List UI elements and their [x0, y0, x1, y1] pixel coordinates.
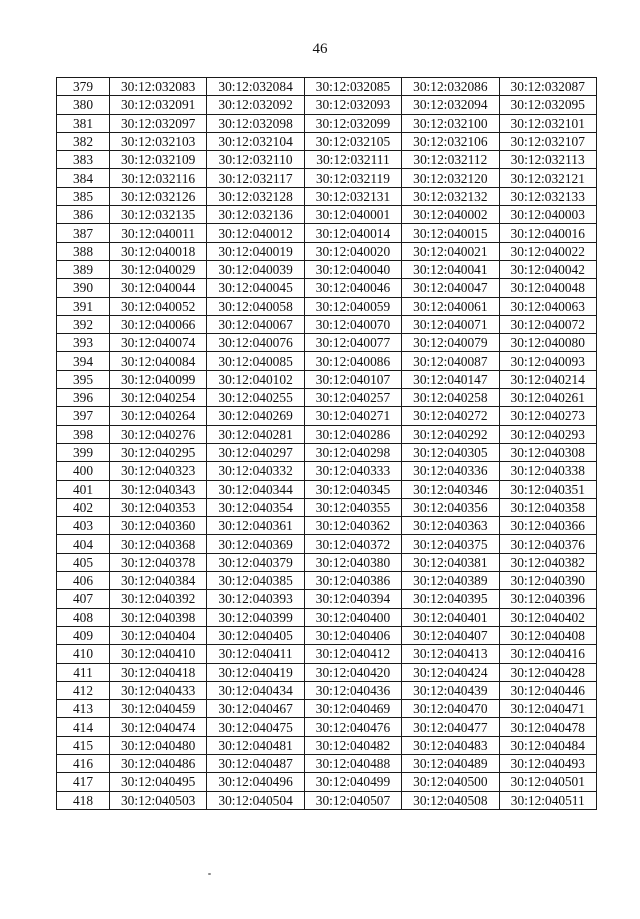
cadastral-code-cell: 30:12:032120 [402, 169, 499, 187]
cadastral-code-cell: 30:12:040011 [110, 224, 207, 242]
cadastral-code-cell: 30:12:040469 [304, 700, 401, 718]
cadastral-code-cell: 30:12:032119 [304, 169, 401, 187]
cadastral-code-cell: 30:12:040361 [207, 517, 304, 535]
cadastral-code-cell: 30:12:040041 [402, 260, 499, 278]
cadastral-code-cell: 30:12:032094 [402, 96, 499, 114]
cadastral-code-cell: 30:12:040066 [110, 315, 207, 333]
table-row [57, 169, 597, 187]
cadastral-code-cell: 30:12:040503 [110, 791, 207, 809]
cadastral-code-cell: 30:12:040099 [110, 370, 207, 388]
table-row [57, 754, 597, 772]
table-row [57, 242, 597, 260]
cadastral-code-cell: 30:12:040272 [402, 407, 499, 425]
cadastral-code-cell: 30:12:040489 [402, 754, 499, 772]
cadastral-code-cell: 30:12:040504 [207, 791, 304, 809]
cadastral-code-cell: 30:12:032097 [110, 114, 207, 132]
cadastral-code-cell: 30:12:040047 [402, 279, 499, 297]
table-row [57, 535, 597, 553]
table-row [57, 590, 597, 608]
cadastral-code-cell: 30:12:040470 [402, 700, 499, 718]
cadastral-code-cell: 30:12:040474 [110, 718, 207, 736]
row-number-cell: 379 [57, 78, 110, 96]
cadastral-code-cell: 30:12:032086 [402, 78, 499, 96]
cadastral-code-cell: 30:12:032083 [110, 78, 207, 96]
row-number-cell: 387 [57, 224, 110, 242]
row-number-cell: 404 [57, 535, 110, 553]
table-row [57, 279, 597, 297]
cadastral-code-cell: 30:12:032113 [499, 151, 596, 169]
cadastral-code-cell: 30:12:040380 [304, 553, 401, 571]
cadastral-code-cell: 30:12:032117 [207, 169, 304, 187]
row-number-cell: 412 [57, 681, 110, 699]
table-row [57, 718, 597, 736]
cadastral-code-cell: 30:12:040333 [304, 462, 401, 480]
cadastral-code-cell: 30:12:040336 [402, 462, 499, 480]
cadastral-code-cell: 30:12:040021 [402, 242, 499, 260]
cadastral-code-cell: 30:12:040389 [402, 572, 499, 590]
row-number-cell: 386 [57, 206, 110, 224]
table-row [57, 791, 597, 809]
row-number-cell: 418 [57, 791, 110, 809]
cadastral-code-cell: 30:12:032093 [304, 96, 401, 114]
row-number-cell: 406 [57, 572, 110, 590]
cadastral-code-cell: 30:12:040072 [499, 315, 596, 333]
cadastral-code-cell: 30:12:032104 [207, 132, 304, 150]
cadastral-code-cell: 30:12:040351 [499, 480, 596, 498]
table-row [57, 681, 597, 699]
table-row [57, 224, 597, 242]
table-row [57, 151, 597, 169]
scan-speck [208, 873, 211, 875]
table-row [57, 517, 597, 535]
cadastral-code-cell: 30:12:032133 [499, 187, 596, 205]
cadastral-code-cell: 30:12:040507 [304, 791, 401, 809]
row-number-cell: 413 [57, 700, 110, 718]
cadastral-code-cell: 30:12:040385 [207, 572, 304, 590]
row-number-cell: 385 [57, 187, 110, 205]
cadastral-code-cell: 30:12:040362 [304, 517, 401, 535]
cadastral-code-cell: 30:12:040305 [402, 443, 499, 461]
cadastral-code-cell: 30:12:040484 [499, 736, 596, 754]
cadastral-code-cell: 30:12:032105 [304, 132, 401, 150]
cadastral-code-cell: 30:12:040480 [110, 736, 207, 754]
cadastral-code-cell: 30:12:040396 [499, 590, 596, 608]
cadastral-code-cell: 30:12:040368 [110, 535, 207, 553]
cadastral-code-cell: 30:12:040420 [304, 663, 401, 681]
cadastral-code-cell: 30:12:040394 [304, 590, 401, 608]
cadastral-code-cell: 30:12:032112 [402, 151, 499, 169]
cadastral-code-cell: 30:12:040076 [207, 334, 304, 352]
cadastral-code-cell: 30:12:040369 [207, 535, 304, 553]
table-row [57, 114, 597, 132]
cadastral-code-cell: 30:12:032095 [499, 96, 596, 114]
cadastral-code-cell: 30:12:040406 [304, 626, 401, 644]
cadastral-code-cell: 30:12:040281 [207, 425, 304, 443]
cadastral-code-cell: 30:12:040293 [499, 425, 596, 443]
cadastral-code-cell: 30:12:040015 [402, 224, 499, 242]
cadastral-code-cell: 30:12:040343 [110, 480, 207, 498]
cadastral-code-cell: 30:12:040003 [499, 206, 596, 224]
cadastral-code-cell: 30:12:040412 [304, 645, 401, 663]
cadastral-code-cell: 30:12:040292 [402, 425, 499, 443]
cadastral-code-cell: 30:12:040297 [207, 443, 304, 461]
cadastral-code-cell: 30:12:032107 [499, 132, 596, 150]
cadastral-code-cell: 30:12:040358 [499, 498, 596, 516]
page-number: 46 [312, 41, 328, 57]
cadastral-code-cell: 30:12:040022 [499, 242, 596, 260]
row-number-cell: 398 [57, 425, 110, 443]
cadastral-code-cell: 30:12:040345 [304, 480, 401, 498]
cadastral-code-cell: 30:12:040020 [304, 242, 401, 260]
cadastral-code-cell: 30:12:040261 [499, 389, 596, 407]
table-row [57, 132, 597, 150]
cadastral-code-cell: 30:12:040014 [304, 224, 401, 242]
cadastral-code-cell: 30:12:040416 [499, 645, 596, 663]
table-row [57, 773, 597, 791]
cadastral-code-cell: 30:12:040286 [304, 425, 401, 443]
row-number-cell: 390 [57, 279, 110, 297]
row-number-cell: 416 [57, 754, 110, 772]
cadastral-code-cell: 30:12:032111 [304, 151, 401, 169]
cadastral-code-cell: 30:12:040052 [110, 297, 207, 315]
table-row [57, 352, 597, 370]
cadastral-code-cell: 30:12:040269 [207, 407, 304, 425]
cadastral-code-cell: 30:12:040107 [304, 370, 401, 388]
cadastral-code-cell: 30:12:040258 [402, 389, 499, 407]
cadastral-code-cell: 30:12:040496 [207, 773, 304, 791]
cadastral-code-cell: 30:12:040400 [304, 608, 401, 626]
cadastral-code-cell: 30:12:040264 [110, 407, 207, 425]
cadastral-code-cell: 30:12:032132 [402, 187, 499, 205]
table-row [57, 315, 597, 333]
row-number-cell: 402 [57, 498, 110, 516]
cadastral-code-cell: 30:12:040271 [304, 407, 401, 425]
table-row [57, 297, 597, 315]
cadastral-code-cell: 30:12:040048 [499, 279, 596, 297]
table-row [57, 187, 597, 205]
cadastral-code-cell: 30:12:040029 [110, 260, 207, 278]
cadastral-code-cell: 30:12:032085 [304, 78, 401, 96]
cadastral-code-cell: 30:12:040478 [499, 718, 596, 736]
cadastral-code-cell: 30:12:032091 [110, 96, 207, 114]
row-number-cell: 395 [57, 370, 110, 388]
row-number-cell: 392 [57, 315, 110, 333]
cadastral-code-cell: 30:12:040418 [110, 663, 207, 681]
cadastral-code-cell: 30:12:040402 [499, 608, 596, 626]
cadastral-code-cell: 30:12:032116 [110, 169, 207, 187]
cadastral-code-cell: 30:12:040042 [499, 260, 596, 278]
cadastral-code-cell: 30:12:040476 [304, 718, 401, 736]
table-row [57, 700, 597, 718]
cadastral-code-cell: 30:12:032131 [304, 187, 401, 205]
row-number-cell: 405 [57, 553, 110, 571]
cadastral-code-cell: 30:12:040061 [402, 297, 499, 315]
cadastral-code-cell: 30:12:040483 [402, 736, 499, 754]
row-number-cell: 417 [57, 773, 110, 791]
row-number-cell: 381 [57, 114, 110, 132]
cadastral-code-cell: 30:12:040295 [110, 443, 207, 461]
row-number-cell: 380 [57, 96, 110, 114]
cadastral-code-cell: 30:12:040002 [402, 206, 499, 224]
cadastral-code-cell: 30:12:040475 [207, 718, 304, 736]
cadastral-code-cell: 30:12:040045 [207, 279, 304, 297]
cadastral-code-cell: 30:12:040376 [499, 535, 596, 553]
cadastral-code-cell: 30:12:040459 [110, 700, 207, 718]
cadastral-code-cell: 30:12:040001 [304, 206, 401, 224]
table-body [57, 78, 597, 810]
table-row [57, 572, 597, 590]
cadastral-code-cell: 30:12:040428 [499, 663, 596, 681]
cadastral-code-cell: 30:12:040508 [402, 791, 499, 809]
row-number-cell: 383 [57, 151, 110, 169]
table-row [57, 425, 597, 443]
table-row [57, 480, 597, 498]
row-number-cell: 393 [57, 334, 110, 352]
cadastral-code-cell: 30:12:040354 [207, 498, 304, 516]
cadastral-code-cell: 30:12:032135 [110, 206, 207, 224]
cadastral-code-cell: 30:12:032087 [499, 78, 596, 96]
cadastral-code-cell: 30:12:040070 [304, 315, 401, 333]
row-number-cell: 400 [57, 462, 110, 480]
row-number-cell: 407 [57, 590, 110, 608]
cadastral-code-cell: 30:12:040086 [304, 352, 401, 370]
cadastral-code-cell: 30:12:040404 [110, 626, 207, 644]
cadastral-code-cell: 30:12:040044 [110, 279, 207, 297]
cadastral-code-cell: 30:12:040058 [207, 297, 304, 315]
table-row [57, 206, 597, 224]
cadastral-code-cell: 30:12:040276 [110, 425, 207, 443]
row-number-cell: 391 [57, 297, 110, 315]
cadastral-code-cell: 30:12:040018 [110, 242, 207, 260]
cadastral-table [56, 77, 597, 810]
cadastral-code-cell: 30:12:040338 [499, 462, 596, 480]
cadastral-code-cell: 30:12:040085 [207, 352, 304, 370]
cadastral-code-cell: 30:12:040079 [402, 334, 499, 352]
cadastral-code-cell: 30:12:040488 [304, 754, 401, 772]
cadastral-code-cell: 30:12:040392 [110, 590, 207, 608]
cadastral-code-cell: 30:12:040493 [499, 754, 596, 772]
cadastral-code-cell: 30:12:040411 [207, 645, 304, 663]
cadastral-code-cell: 30:12:040375 [402, 535, 499, 553]
cadastral-code-cell: 30:12:032109 [110, 151, 207, 169]
cadastral-code-cell: 30:12:040353 [110, 498, 207, 516]
cadastral-code-cell: 30:12:040046 [304, 279, 401, 297]
cadastral-code-cell: 30:12:040419 [207, 663, 304, 681]
row-number-cell: 396 [57, 389, 110, 407]
cadastral-code-cell: 30:12:040405 [207, 626, 304, 644]
cadastral-code-cell: 30:12:040332 [207, 462, 304, 480]
table-row [57, 736, 597, 754]
cadastral-code-cell: 30:12:040433 [110, 681, 207, 699]
cadastral-code-cell: 30:12:040384 [110, 572, 207, 590]
row-number-cell: 414 [57, 718, 110, 736]
table-row [57, 462, 597, 480]
cadastral-code-cell: 30:12:040382 [499, 553, 596, 571]
table-row [57, 498, 597, 516]
table-row [57, 370, 597, 388]
table-row [57, 78, 597, 96]
cadastral-code-cell: 30:12:032084 [207, 78, 304, 96]
table-row [57, 443, 597, 461]
row-number-cell: 408 [57, 608, 110, 626]
cadastral-code-cell: 30:12:040511 [499, 791, 596, 809]
cadastral-code-cell: 30:12:040399 [207, 608, 304, 626]
row-number-cell: 409 [57, 626, 110, 644]
table-row [57, 407, 597, 425]
row-number-cell: 410 [57, 645, 110, 663]
cadastral-code-cell: 30:12:040390 [499, 572, 596, 590]
cadastral-code-cell: 30:12:040257 [304, 389, 401, 407]
cadastral-code-cell: 30:12:032103 [110, 132, 207, 150]
table-row [57, 645, 597, 663]
cadastral-code-cell: 30:12:040346 [402, 480, 499, 498]
cadastral-code-cell: 30:12:040393 [207, 590, 304, 608]
cadastral-code-cell: 30:12:040434 [207, 681, 304, 699]
cadastral-code-cell: 30:12:032098 [207, 114, 304, 132]
table-row [57, 260, 597, 278]
cadastral-code-cell: 30:12:040495 [110, 773, 207, 791]
cadastral-code-cell: 30:12:040446 [499, 681, 596, 699]
cadastral-code-cell: 30:12:032110 [207, 151, 304, 169]
cadastral-code-cell: 30:12:040471 [499, 700, 596, 718]
cadastral-code-cell: 30:12:040355 [304, 498, 401, 516]
cadastral-code-cell: 30:12:040254 [110, 389, 207, 407]
cadastral-code-cell: 30:12:032136 [207, 206, 304, 224]
cadastral-code-cell: 30:12:040255 [207, 389, 304, 407]
cadastral-code-cell: 30:12:040214 [499, 370, 596, 388]
cadastral-code-cell: 30:12:040500 [402, 773, 499, 791]
table-row [57, 334, 597, 352]
cadastral-code-cell: 30:12:040378 [110, 553, 207, 571]
cadastral-code-cell: 30:12:040039 [207, 260, 304, 278]
cadastral-code-cell: 30:12:040273 [499, 407, 596, 425]
cadastral-code-cell: 30:12:040487 [207, 754, 304, 772]
cadastral-code-cell: 30:12:040482 [304, 736, 401, 754]
cadastral-code-cell: 30:12:040063 [499, 297, 596, 315]
cadastral-code-cell: 30:12:040363 [402, 517, 499, 535]
cadastral-code-cell: 30:12:032099 [304, 114, 401, 132]
cadastral-code-cell: 30:12:040372 [304, 535, 401, 553]
cadastral-code-cell: 30:12:040386 [304, 572, 401, 590]
table-row [57, 663, 597, 681]
cadastral-code-cell: 30:12:040102 [207, 370, 304, 388]
row-number-cell: 384 [57, 169, 110, 187]
table-row [57, 96, 597, 114]
cadastral-code-cell: 30:12:040147 [402, 370, 499, 388]
cadastral-code-cell: 30:12:040436 [304, 681, 401, 699]
row-number-cell: 382 [57, 132, 110, 150]
cadastral-code-cell: 30:12:040308 [499, 443, 596, 461]
cadastral-code-cell: 30:12:040356 [402, 498, 499, 516]
cadastral-code-cell: 30:12:040019 [207, 242, 304, 260]
row-number-cell: 415 [57, 736, 110, 754]
cadastral-code-cell: 30:12:040499 [304, 773, 401, 791]
row-number-cell: 411 [57, 663, 110, 681]
cadastral-code-cell: 30:12:032121 [499, 169, 596, 187]
cadastral-code-cell: 30:12:040467 [207, 700, 304, 718]
table-row [57, 626, 597, 644]
cadastral-code-cell: 30:12:040084 [110, 352, 207, 370]
row-number-cell: 394 [57, 352, 110, 370]
cadastral-code-cell: 30:12:040087 [402, 352, 499, 370]
cadastral-code-cell: 30:12:040408 [499, 626, 596, 644]
cadastral-code-cell: 30:12:040481 [207, 736, 304, 754]
cadastral-code-cell: 30:12:040344 [207, 480, 304, 498]
table-row [57, 608, 597, 626]
cadastral-code-cell: 30:12:040413 [402, 645, 499, 663]
row-number-cell: 389 [57, 260, 110, 278]
cadastral-code-cell: 30:12:040323 [110, 462, 207, 480]
cadastral-code-cell: 30:12:040366 [499, 517, 596, 535]
cadastral-code-cell: 30:12:040407 [402, 626, 499, 644]
cadastral-code-cell: 30:12:040298 [304, 443, 401, 461]
cadastral-code-cell: 30:12:040398 [110, 608, 207, 626]
cadastral-code-cell: 30:12:040040 [304, 260, 401, 278]
cadastral-code-cell: 30:12:040486 [110, 754, 207, 772]
cadastral-code-cell: 30:12:040059 [304, 297, 401, 315]
cadastral-code-cell: 30:12:040074 [110, 334, 207, 352]
cadastral-code-cell: 30:12:040439 [402, 681, 499, 699]
cadastral-code-cell: 30:12:040360 [110, 517, 207, 535]
table-row [57, 389, 597, 407]
cadastral-code-cell: 30:12:040395 [402, 590, 499, 608]
cadastral-code-cell: 30:12:040012 [207, 224, 304, 242]
cadastral-code-cell: 30:12:040077 [304, 334, 401, 352]
cadastral-code-cell: 30:12:040401 [402, 608, 499, 626]
table-row [57, 553, 597, 571]
cadastral-code-cell: 30:12:040016 [499, 224, 596, 242]
row-number-cell: 397 [57, 407, 110, 425]
cadastral-code-cell: 30:12:032126 [110, 187, 207, 205]
cadastral-code-cell: 30:12:040410 [110, 645, 207, 663]
cadastral-code-cell: 30:12:032106 [402, 132, 499, 150]
row-number-cell: 403 [57, 517, 110, 535]
cadastral-code-cell: 30:12:040501 [499, 773, 596, 791]
cadastral-code-cell: 30:12:040379 [207, 553, 304, 571]
cadastral-code-cell: 30:12:040093 [499, 352, 596, 370]
cadastral-code-cell: 30:12:032128 [207, 187, 304, 205]
cadastral-code-cell: 30:12:032101 [499, 114, 596, 132]
cadastral-code-cell: 30:12:040071 [402, 315, 499, 333]
cadastral-code-cell: 30:12:032092 [207, 96, 304, 114]
cadastral-code-cell: 30:12:040424 [402, 663, 499, 681]
cadastral-code-cell: 30:12:040381 [402, 553, 499, 571]
cadastral-code-cell: 30:12:032100 [402, 114, 499, 132]
cadastral-code-cell: 30:12:040080 [499, 334, 596, 352]
row-number-cell: 401 [57, 480, 110, 498]
cadastral-code-cell: 30:12:040067 [207, 315, 304, 333]
cadastral-code-cell: 30:12:040477 [402, 718, 499, 736]
row-number-cell: 388 [57, 242, 110, 260]
row-number-cell: 399 [57, 443, 110, 461]
